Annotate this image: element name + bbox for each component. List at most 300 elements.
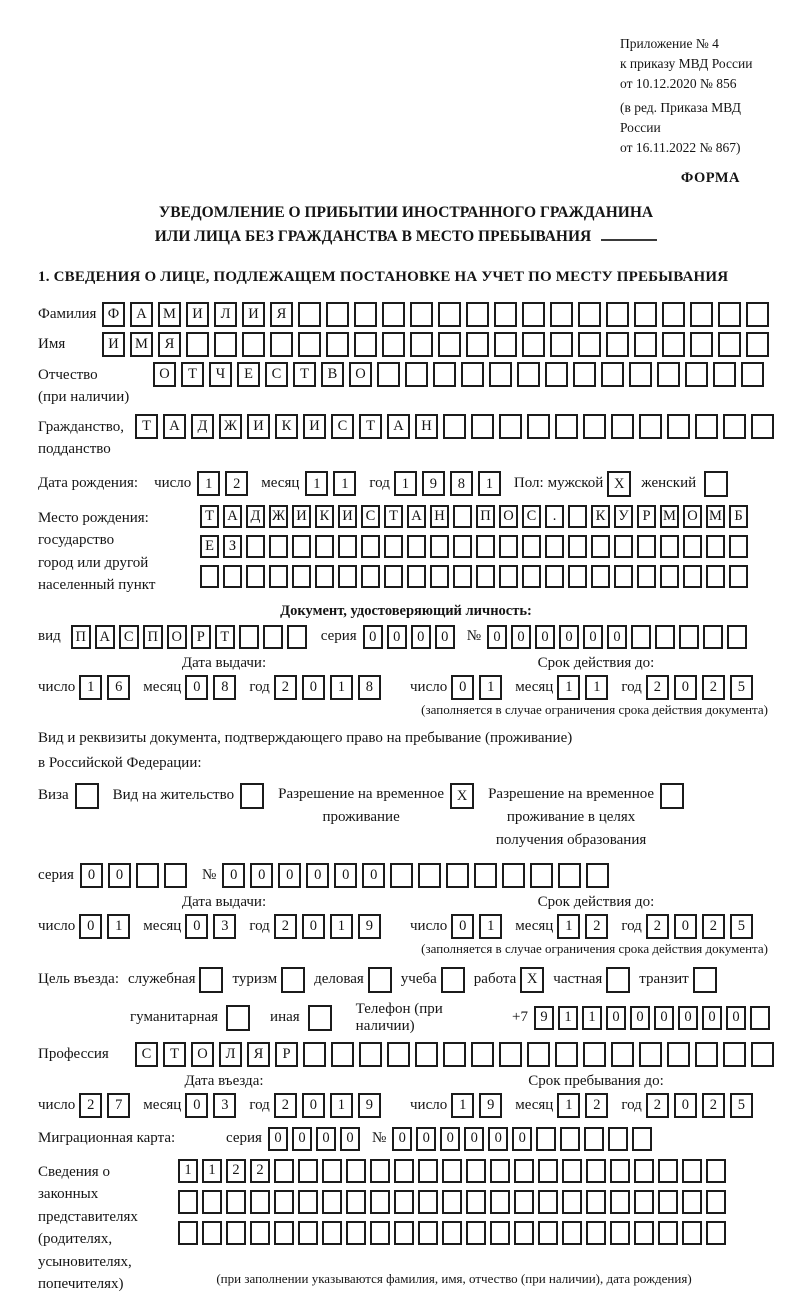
cell[interactable]: 1 xyxy=(479,914,502,939)
cell[interactable]: П xyxy=(476,505,495,528)
cell[interactable] xyxy=(562,1221,582,1245)
cell[interactable] xyxy=(568,565,587,588)
cell[interactable]: У xyxy=(614,505,633,528)
cell[interactable]: 8 xyxy=(450,471,473,496)
cell[interactable]: 0 xyxy=(302,1093,325,1118)
cell[interactable] xyxy=(476,535,495,558)
cell[interactable] xyxy=(682,1159,702,1183)
cell[interactable]: В xyxy=(321,362,344,387)
cell[interactable]: О xyxy=(349,362,372,387)
cell[interactable] xyxy=(690,302,713,327)
cell[interactable] xyxy=(522,302,545,327)
cell[interactable]: 0 xyxy=(108,863,131,888)
cell[interactable] xyxy=(453,565,472,588)
cell[interactable]: И xyxy=(186,302,209,327)
cell[interactable]: 0 xyxy=(268,1127,288,1151)
cell[interactable]: М xyxy=(706,505,725,528)
cell[interactable]: 0 xyxy=(185,1093,208,1118)
cell[interactable] xyxy=(639,414,662,439)
cell[interactable] xyxy=(629,362,652,387)
cell[interactable] xyxy=(269,535,288,558)
cell[interactable] xyxy=(407,535,426,558)
cell[interactable] xyxy=(418,1221,438,1245)
cell[interactable]: Т xyxy=(359,414,382,439)
cell[interactable]: 0 xyxy=(435,625,455,649)
cell[interactable]: Е xyxy=(237,362,260,387)
cell[interactable] xyxy=(250,1190,270,1214)
cell[interactable]: О xyxy=(167,625,187,649)
cell[interactable] xyxy=(682,1190,702,1214)
cell[interactable] xyxy=(690,332,713,357)
cell[interactable]: И xyxy=(242,302,265,327)
cell[interactable] xyxy=(274,1190,294,1214)
cell[interactable]: 0 xyxy=(674,1093,697,1118)
cell[interactable] xyxy=(322,1159,342,1183)
cell[interactable] xyxy=(545,535,564,558)
cell[interactable] xyxy=(433,362,456,387)
cell[interactable] xyxy=(583,1042,606,1067)
cell[interactable]: Т xyxy=(181,362,204,387)
cell[interactable]: X xyxy=(607,471,631,497)
cell[interactable]: 0 xyxy=(726,1006,746,1030)
cell[interactable] xyxy=(601,362,624,387)
cell[interactable] xyxy=(446,863,469,888)
cell[interactable] xyxy=(298,332,321,357)
cell[interactable]: 2 xyxy=(274,914,297,939)
cell[interactable]: 0 xyxy=(606,1006,626,1030)
cell[interactable]: 0 xyxy=(334,863,357,888)
cell[interactable]: 1 xyxy=(197,471,220,496)
cell[interactable]: 3 xyxy=(213,914,236,939)
cell[interactable]: 9 xyxy=(358,914,381,939)
cell[interactable]: 0 xyxy=(678,1006,698,1030)
cell[interactable] xyxy=(377,362,400,387)
cell[interactable]: 2 xyxy=(646,1093,669,1118)
cell[interactable]: 2 xyxy=(702,1093,725,1118)
cell[interactable] xyxy=(530,863,553,888)
cell[interactable] xyxy=(164,863,187,888)
cell[interactable] xyxy=(430,565,449,588)
cell[interactable]: Р xyxy=(637,505,656,528)
cell[interactable] xyxy=(634,1159,654,1183)
cell[interactable] xyxy=(662,332,685,357)
cell[interactable] xyxy=(639,1042,662,1067)
cell[interactable] xyxy=(751,1042,774,1067)
cell[interactable] xyxy=(741,362,764,387)
cell[interactable] xyxy=(346,1221,366,1245)
cell[interactable]: З xyxy=(223,535,242,558)
cell[interactable]: 5 xyxy=(730,914,753,939)
cell[interactable] xyxy=(586,863,609,888)
cell[interactable] xyxy=(667,1042,690,1067)
cell[interactable] xyxy=(410,332,433,357)
cell[interactable] xyxy=(394,1190,414,1214)
cell[interactable] xyxy=(461,362,484,387)
cell[interactable] xyxy=(322,1221,342,1245)
cell[interactable] xyxy=(415,1042,438,1067)
cell[interactable]: 0 xyxy=(80,863,103,888)
cell[interactable] xyxy=(370,1221,390,1245)
cell[interactable]: И xyxy=(303,414,326,439)
cell[interactable] xyxy=(718,302,741,327)
cell[interactable] xyxy=(634,1221,654,1245)
cell[interactable]: 5 xyxy=(730,675,753,700)
cell[interactable] xyxy=(315,565,334,588)
cell[interactable] xyxy=(298,1159,318,1183)
cell[interactable]: Ж xyxy=(219,414,242,439)
cell[interactable]: 0 xyxy=(440,1127,460,1151)
cell[interactable] xyxy=(637,565,656,588)
cell[interactable]: 2 xyxy=(225,471,248,496)
cell[interactable] xyxy=(430,535,449,558)
cell[interactable] xyxy=(298,1190,318,1214)
cell[interactable] xyxy=(550,302,573,327)
cell[interactable] xyxy=(346,1159,366,1183)
cell[interactable] xyxy=(658,1221,678,1245)
cell[interactable] xyxy=(658,1159,678,1183)
cell[interactable] xyxy=(466,332,489,357)
cell[interactable] xyxy=(706,1221,726,1245)
cell[interactable]: 3 xyxy=(213,1093,236,1118)
cell[interactable] xyxy=(606,967,630,993)
cell[interactable] xyxy=(322,1190,342,1214)
cell[interactable]: Ч xyxy=(209,362,232,387)
cell[interactable] xyxy=(338,565,357,588)
cell[interactable] xyxy=(214,332,237,357)
cell[interactable] xyxy=(338,535,357,558)
cell[interactable] xyxy=(466,1221,486,1245)
cell[interactable]: Т xyxy=(200,505,219,528)
cell[interactable] xyxy=(438,302,461,327)
cell[interactable]: К xyxy=(315,505,334,528)
cell[interactable]: 2 xyxy=(646,675,669,700)
cell[interactable]: 0 xyxy=(185,675,208,700)
cell[interactable]: Д xyxy=(246,505,265,528)
cell[interactable]: Ф xyxy=(102,302,125,327)
cell[interactable] xyxy=(723,414,746,439)
cell[interactable] xyxy=(693,967,717,993)
cell[interactable]: Л xyxy=(219,1042,242,1067)
cell[interactable]: 1 xyxy=(107,914,130,939)
cell[interactable]: 9 xyxy=(358,1093,381,1118)
cell[interactable]: 2 xyxy=(702,675,725,700)
cell[interactable]: А xyxy=(130,302,153,327)
cell[interactable] xyxy=(746,302,769,327)
cell[interactable] xyxy=(490,1159,510,1183)
cell[interactable] xyxy=(438,332,461,357)
cell[interactable] xyxy=(750,1006,770,1030)
cell[interactable] xyxy=(226,1190,246,1214)
cell[interactable] xyxy=(410,302,433,327)
cell[interactable] xyxy=(382,332,405,357)
cell[interactable] xyxy=(394,1159,414,1183)
cell[interactable]: Т xyxy=(384,505,403,528)
cell[interactable] xyxy=(522,565,541,588)
cell[interactable] xyxy=(298,302,321,327)
cell[interactable]: И xyxy=(247,414,270,439)
cell[interactable] xyxy=(545,565,564,588)
cell[interactable] xyxy=(361,535,380,558)
cell[interactable] xyxy=(634,1190,654,1214)
cell[interactable] xyxy=(202,1221,222,1245)
cell[interactable]: 1 xyxy=(178,1159,198,1183)
cell[interactable] xyxy=(499,535,518,558)
cell[interactable] xyxy=(610,1159,630,1183)
cell[interactable] xyxy=(242,332,265,357)
cell[interactable] xyxy=(706,535,725,558)
cell[interactable] xyxy=(489,362,512,387)
cell[interactable]: Р xyxy=(275,1042,298,1067)
cell[interactable] xyxy=(695,414,718,439)
cell[interactable] xyxy=(453,535,472,558)
cell[interactable] xyxy=(517,362,540,387)
cell[interactable]: 9 xyxy=(479,1093,502,1118)
cell[interactable]: 1 xyxy=(557,675,580,700)
cell[interactable] xyxy=(746,332,769,357)
cell[interactable] xyxy=(727,625,747,649)
cell[interactable]: 1 xyxy=(478,471,501,496)
cell[interactable] xyxy=(706,1190,726,1214)
cell[interactable] xyxy=(545,362,568,387)
cell[interactable]: С xyxy=(361,505,380,528)
cell[interactable]: 0 xyxy=(316,1127,336,1151)
cell[interactable] xyxy=(466,1190,486,1214)
cell[interactable] xyxy=(326,332,349,357)
cell[interactable]: 0 xyxy=(340,1127,360,1151)
cell[interactable] xyxy=(586,1159,606,1183)
cell[interactable] xyxy=(550,332,573,357)
cell[interactable] xyxy=(471,414,494,439)
cell[interactable] xyxy=(614,535,633,558)
cell[interactable] xyxy=(591,565,610,588)
cell[interactable] xyxy=(522,332,545,357)
cell[interactable]: 0 xyxy=(278,863,301,888)
cell[interactable] xyxy=(685,362,708,387)
cell[interactable]: Д xyxy=(191,414,214,439)
cell[interactable] xyxy=(250,1221,270,1245)
cell[interactable] xyxy=(466,1159,486,1183)
cell[interactable]: 1 xyxy=(202,1159,222,1183)
cell[interactable]: С xyxy=(119,625,139,649)
cell[interactable]: С xyxy=(522,505,541,528)
cell[interactable] xyxy=(75,783,99,809)
cell[interactable] xyxy=(729,535,748,558)
cell[interactable]: 2 xyxy=(250,1159,270,1183)
cell[interactable] xyxy=(683,565,702,588)
cell[interactable] xyxy=(453,505,472,528)
cell[interactable] xyxy=(443,1042,466,1067)
cell[interactable] xyxy=(186,332,209,357)
cell[interactable] xyxy=(527,414,550,439)
cell[interactable]: Н xyxy=(415,414,438,439)
cell[interactable] xyxy=(706,1159,726,1183)
cell[interactable]: М xyxy=(158,302,181,327)
cell[interactable]: Т xyxy=(215,625,235,649)
cell[interactable]: 0 xyxy=(392,1127,412,1151)
cell[interactable] xyxy=(359,1042,382,1067)
cell[interactable] xyxy=(536,1127,556,1151)
cell[interactable] xyxy=(387,1042,410,1067)
cell[interactable]: 0 xyxy=(416,1127,436,1151)
cell[interactable]: Н xyxy=(430,505,449,528)
cell[interactable] xyxy=(502,863,525,888)
cell[interactable]: 1 xyxy=(79,675,102,700)
cell[interactable] xyxy=(361,565,380,588)
cell[interactable] xyxy=(704,471,728,497)
cell[interactable] xyxy=(368,967,392,993)
cell[interactable] xyxy=(695,1042,718,1067)
cell[interactable] xyxy=(718,332,741,357)
cell[interactable] xyxy=(682,1221,702,1245)
cell[interactable] xyxy=(558,863,581,888)
cell[interactable]: И xyxy=(338,505,357,528)
cell[interactable] xyxy=(418,1159,438,1183)
cell[interactable]: С xyxy=(331,414,354,439)
cell[interactable] xyxy=(281,967,305,993)
cell[interactable] xyxy=(538,1190,558,1214)
cell[interactable] xyxy=(660,565,679,588)
cell[interactable]: 2 xyxy=(702,914,725,939)
cell[interactable] xyxy=(514,1221,534,1245)
cell[interactable]: А xyxy=(163,414,186,439)
cell[interactable]: М xyxy=(130,332,153,357)
cell[interactable]: Я xyxy=(158,332,181,357)
cell[interactable]: Л xyxy=(214,302,237,327)
cell[interactable]: 6 xyxy=(107,675,130,700)
cell[interactable] xyxy=(443,414,466,439)
cell[interactable]: 1 xyxy=(557,1093,580,1118)
cell[interactable]: И xyxy=(292,505,311,528)
cell[interactable]: 0 xyxy=(535,625,555,649)
cell[interactable]: 1 xyxy=(585,675,608,700)
cell[interactable] xyxy=(226,1221,246,1245)
cell[interactable] xyxy=(611,1042,634,1067)
cell[interactable]: 2 xyxy=(226,1159,246,1183)
cell[interactable] xyxy=(667,414,690,439)
cell[interactable]: 0 xyxy=(302,675,325,700)
cell[interactable] xyxy=(382,302,405,327)
cell[interactable] xyxy=(562,1159,582,1183)
cell[interactable]: Б xyxy=(729,505,748,528)
cell[interactable]: О xyxy=(191,1042,214,1067)
cell[interactable] xyxy=(199,967,223,993)
cell[interactable]: 0 xyxy=(487,625,507,649)
cell[interactable] xyxy=(655,625,675,649)
cell[interactable]: М xyxy=(660,505,679,528)
cell[interactable] xyxy=(178,1221,198,1245)
cell[interactable]: К xyxy=(275,414,298,439)
cell[interactable]: С xyxy=(135,1042,158,1067)
cell[interactable]: 0 xyxy=(250,863,273,888)
cell[interactable]: 0 xyxy=(674,914,697,939)
cell[interactable] xyxy=(476,565,495,588)
cell[interactable] xyxy=(514,1159,534,1183)
cell[interactable] xyxy=(494,332,517,357)
cell[interactable] xyxy=(538,1221,558,1245)
cell[interactable] xyxy=(308,1005,332,1031)
cell[interactable]: 9 xyxy=(534,1006,554,1030)
cell[interactable] xyxy=(660,783,684,809)
cell[interactable] xyxy=(729,565,748,588)
cell[interactable] xyxy=(614,565,633,588)
cell[interactable]: 7 xyxy=(107,1093,130,1118)
cell[interactable] xyxy=(723,1042,746,1067)
cell[interactable]: С xyxy=(265,362,288,387)
cell[interactable]: 1 xyxy=(330,675,353,700)
cell[interactable]: 0 xyxy=(306,863,329,888)
cell[interactable] xyxy=(560,1127,580,1151)
cell[interactable] xyxy=(562,1190,582,1214)
cell[interactable] xyxy=(394,1221,414,1245)
cell[interactable]: . xyxy=(545,505,564,528)
cell[interactable] xyxy=(239,625,259,649)
cell[interactable] xyxy=(499,1042,522,1067)
cell[interactable] xyxy=(584,1127,604,1151)
cell[interactable] xyxy=(634,332,657,357)
cell[interactable]: 0 xyxy=(387,625,407,649)
cell[interactable] xyxy=(538,1159,558,1183)
cell[interactable] xyxy=(418,1190,438,1214)
cell[interactable] xyxy=(555,1042,578,1067)
cell[interactable] xyxy=(583,414,606,439)
cell[interactable]: 0 xyxy=(488,1127,508,1151)
cell[interactable]: X xyxy=(450,783,474,809)
cell[interactable] xyxy=(679,625,699,649)
cell[interactable] xyxy=(240,783,264,809)
cell[interactable] xyxy=(514,1190,534,1214)
cell[interactable]: Я xyxy=(270,302,293,327)
cell[interactable]: О xyxy=(683,505,702,528)
cell[interactable] xyxy=(390,863,413,888)
cell[interactable] xyxy=(568,535,587,558)
cell[interactable] xyxy=(610,1190,630,1214)
cell[interactable] xyxy=(683,535,702,558)
cell[interactable]: 0 xyxy=(583,625,603,649)
cell[interactable] xyxy=(269,565,288,588)
cell[interactable]: 0 xyxy=(302,914,325,939)
cell[interactable] xyxy=(608,1127,628,1151)
cell[interactable] xyxy=(370,1190,390,1214)
cell[interactable] xyxy=(226,1005,250,1031)
cell[interactable]: 0 xyxy=(362,863,385,888)
cell[interactable]: 0 xyxy=(451,914,474,939)
cell[interactable]: 0 xyxy=(511,625,531,649)
cell[interactable]: 1 xyxy=(394,471,417,496)
cell[interactable]: 2 xyxy=(585,1093,608,1118)
cell[interactable] xyxy=(611,414,634,439)
cell[interactable]: Я xyxy=(247,1042,270,1067)
cell[interactable] xyxy=(200,565,219,588)
cell[interactable] xyxy=(370,1159,390,1183)
cell[interactable]: 1 xyxy=(582,1006,602,1030)
cell[interactable] xyxy=(631,625,651,649)
cell[interactable]: А xyxy=(223,505,242,528)
cell[interactable] xyxy=(136,863,159,888)
cell[interactable]: 0 xyxy=(702,1006,722,1030)
cell[interactable] xyxy=(246,565,265,588)
cell[interactable]: 0 xyxy=(363,625,383,649)
cell[interactable] xyxy=(591,535,610,558)
cell[interactable]: А xyxy=(95,625,115,649)
cell[interactable]: 1 xyxy=(333,471,356,496)
cell[interactable] xyxy=(586,1221,606,1245)
cell[interactable]: 0 xyxy=(79,914,102,939)
cell[interactable] xyxy=(586,1190,606,1214)
cell[interactable] xyxy=(578,302,601,327)
cell[interactable] xyxy=(713,362,736,387)
cell[interactable]: 0 xyxy=(512,1127,532,1151)
cell[interactable] xyxy=(354,302,377,327)
